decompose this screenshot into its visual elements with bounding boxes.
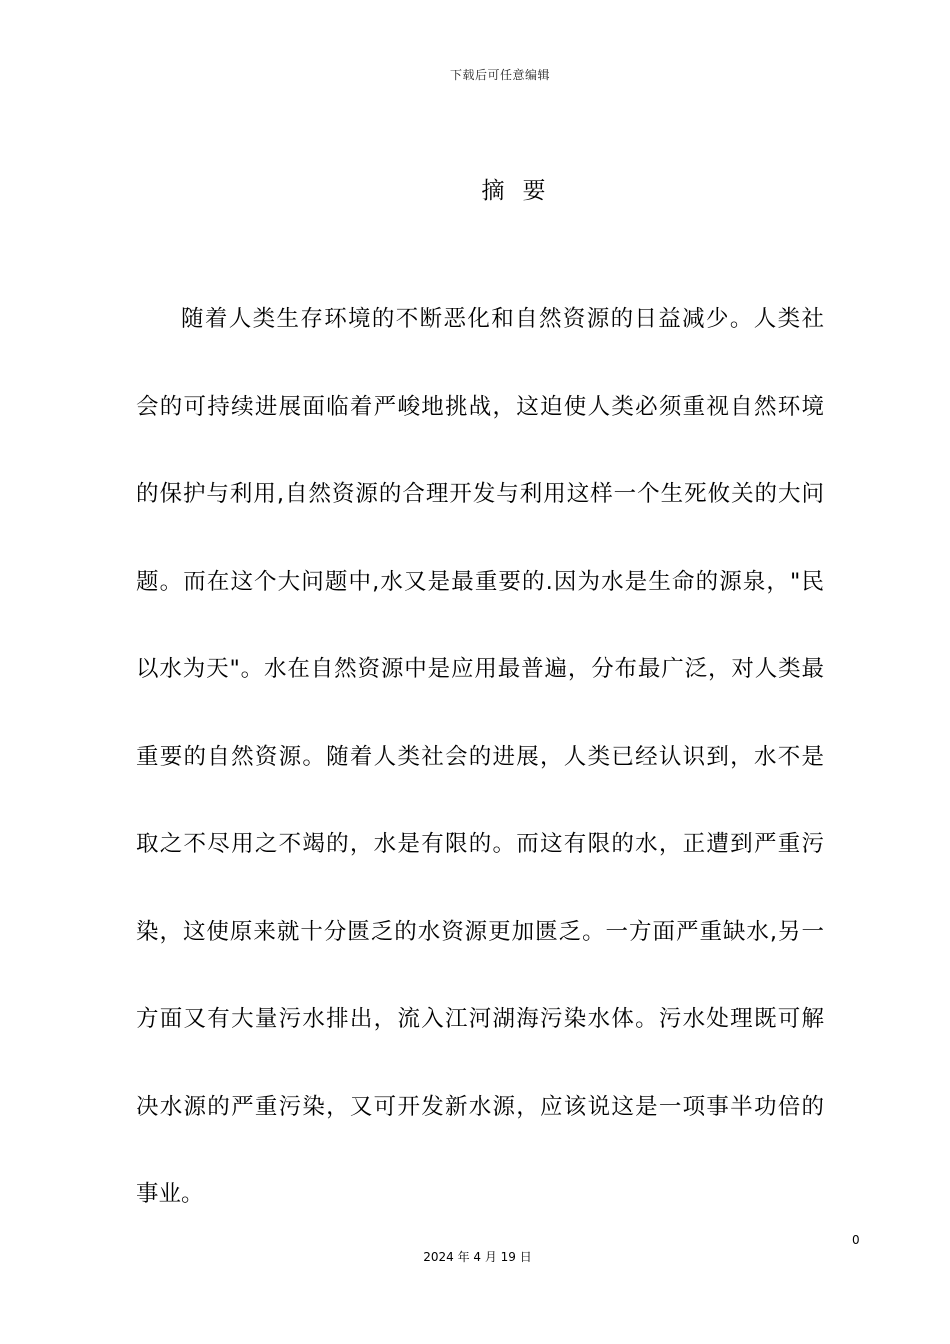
paragraph-line: 取之不尽用之不竭的，水是有限的。而这有限的水，正遭到严重污 — [136, 831, 824, 857]
document-title: 摘要 — [481, 178, 564, 204]
paragraph-line: 以水为天"。水在自然资源中是应用最普遍，分布最广泛，对人类最 — [136, 656, 824, 682]
abstract-body — [136, 276, 824, 1239]
paragraph-line: 的保护与利用,自然资源的合理开发与利用这样一个生死攸关的大问 — [136, 481, 824, 507]
paragraph-line: 事业。 — [136, 1181, 204, 1207]
paragraph-line: 决水源的严重污染，又可开发新水源，应该说这是一项事半功倍的 — [136, 1093, 824, 1120]
paragraph-line: 重要的自然资源。随着人类社会的进展，人类已经认识到，水不是 — [136, 743, 824, 770]
paragraph-line: 方面又有大量污水排出，流入江河湖海污染水体。污水处理既可解 — [136, 1006, 824, 1032]
footer-date: 2024 年 4 月 19 日 — [423, 1250, 532, 1264]
paragraph-line: 题。而在这个大问题中,水又是最重要的.因为水是生命的源泉，"民 — [136, 568, 824, 595]
paragraph-line: 染，这使原来就十分匮乏的水资源更加匮乏。一方面严重缺水,另一 — [136, 918, 824, 945]
page-number: 0 — [852, 1233, 860, 1247]
page-header: 下载后可任意编辑 — [449, 68, 550, 82]
paragraph-line: 随着人类生存环境的不断恶化和自然资源的日益减少。人类社 — [181, 306, 824, 332]
paragraph-line: 会的可持续进展面临着严峻地挑战，这迫使人类必须重视自然环境 — [136, 393, 824, 420]
